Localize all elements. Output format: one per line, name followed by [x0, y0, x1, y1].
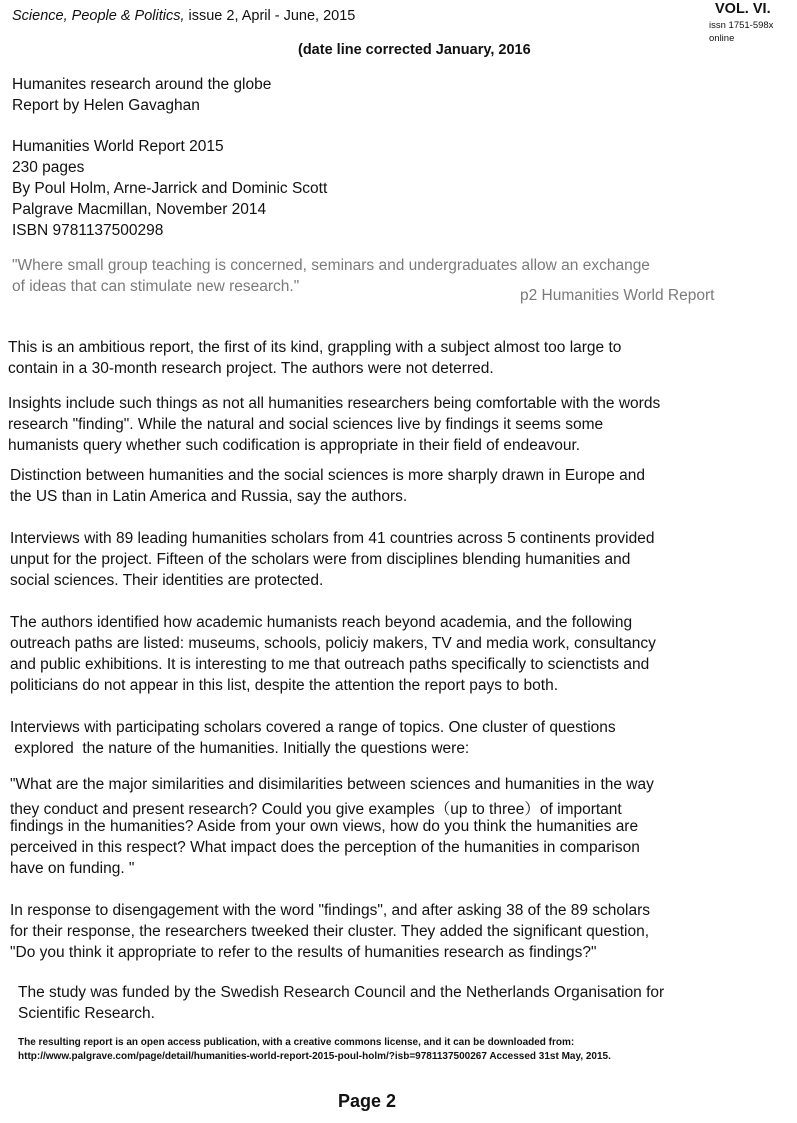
footnote-link[interactable]: http://www.palgrave.com/page/detail/humanities-world-report-2015-poul-holm/?isb=9781137500267 Accessed 31st May, 2015.	[18, 1051, 611, 1062]
paragraph-line: perceived in this respect? What impact does the perception of the humanities in comparison	[10, 839, 640, 856]
paragraph-line: contain in a 30-month research project. The authors were not deterred.	[8, 360, 494, 377]
paragraph-line: Scientific Research.	[18, 1005, 155, 1022]
paragraph-line: Insights include such things as not all humanities researchers being comfortable with the words	[8, 395, 661, 412]
book-title: Humanities World Report 2015	[12, 138, 224, 155]
paragraph-line: and public exhibitions. It is interesting to me that outreach paths specifically to scienctists and	[10, 656, 650, 673]
book-pages: 230 pages	[12, 159, 85, 176]
dateline-correction: (date line corrected January, 2016	[298, 42, 531, 58]
paragraph-line: "Do you think it appropriate to refer to the results of humanities research as findings?"	[10, 944, 597, 961]
publication-header	[12, 8, 355, 24]
paragraph-line: have on funding. "	[10, 860, 135, 877]
paragraph-line: The authors identified how academic humanists reach beyond academia, and the following	[10, 614, 633, 631]
issue-info: issue 2, April - June, 2015	[184, 8, 356, 24]
issn-label: issn 1751-598x	[709, 20, 774, 31]
paragraph-line: explored the nature of the humanities. Initially the questions were:	[10, 740, 470, 757]
footnote-line: The resulting report is an open access publication, with a creative commons license, and it can be downloaded from:	[18, 1037, 575, 1048]
book-isbn: ISBN 9781137500298	[12, 222, 164, 239]
paragraph-line: they conduct and present research? Could you give examples（up to three）of important	[10, 801, 622, 818]
article-byline: Report by Helen Gavaghan	[12, 97, 200, 114]
article-title: Humanites research around the globe	[12, 76, 272, 93]
paragraph-line: research "finding". While the natural and social sciences live by findings it seems some	[8, 416, 604, 433]
paragraph-line: politicians do not appear in this list, despite the attention the report pays to both.	[10, 677, 559, 694]
online-label: online	[709, 33, 735, 44]
paragraph-line: for their response, the researchers tweeked their cluster. They added the significant question,	[10, 923, 650, 940]
publication-name: Science, People & Politics,	[12, 8, 185, 24]
paragraph-line: outreach paths are listed: museums, schools, policiy makers, TV and media work, consultancy	[10, 635, 656, 652]
paragraph-line: This is an ambitious report, the first of its kind, grappling with a subject almost too large to	[8, 339, 622, 356]
paragraph-line: unput for the project. Fifteen of the scholars were from disciplines blending humanities and	[10, 551, 631, 568]
volume-label: VOL. VI.	[715, 1, 771, 17]
paragraph-line: Interviews with participating scholars covered a range of topics. One cluster of questions	[10, 719, 616, 736]
paragraph-line: "What are the major similarities and disimilarities between sciences and humanities in the way	[10, 776, 654, 793]
paragraph-line: Distinction between humanities and the social sciences is more sharply drawn in Europe and	[10, 467, 645, 484]
book-publisher: Palgrave Macmillan, November 2014	[12, 201, 267, 218]
book-authors: By Poul Holm, Arne-Jarrick and Dominic Scott	[12, 180, 328, 197]
paragraph-line: the US than in Latin America and Russia, say the authors.	[10, 488, 408, 505]
paragraph-line: humanists query whether such codification is appropriate in their field of endeavour.	[8, 437, 581, 454]
page-number: Page 2	[338, 1091, 397, 1111]
paragraph-line: findings in the humanities? Aside from your own views, how do you think the humanities are	[10, 818, 639, 835]
pull-quote-line: of ideas that can stimulate new research."	[12, 278, 300, 295]
paragraph-line: The study was funded by the Swedish Research Council and the Netherlands Organisation for	[18, 984, 665, 1001]
paragraph-line: social sciences. Their identities are protected.	[10, 572, 324, 589]
pull-quote-line: "Where small group teaching is concerned, seminars and undergraduates allow an exchange	[12, 257, 650, 274]
paragraph-line: Interviews with 89 leading humanities scholars from 41 countries across 5 continents provided	[10, 530, 655, 547]
paragraph-line: In response to disengagement with the word "findings", and after asking 38 of the 89 scholars	[10, 902, 651, 919]
pull-quote-source: p2 Humanities World Report	[520, 287, 715, 304]
